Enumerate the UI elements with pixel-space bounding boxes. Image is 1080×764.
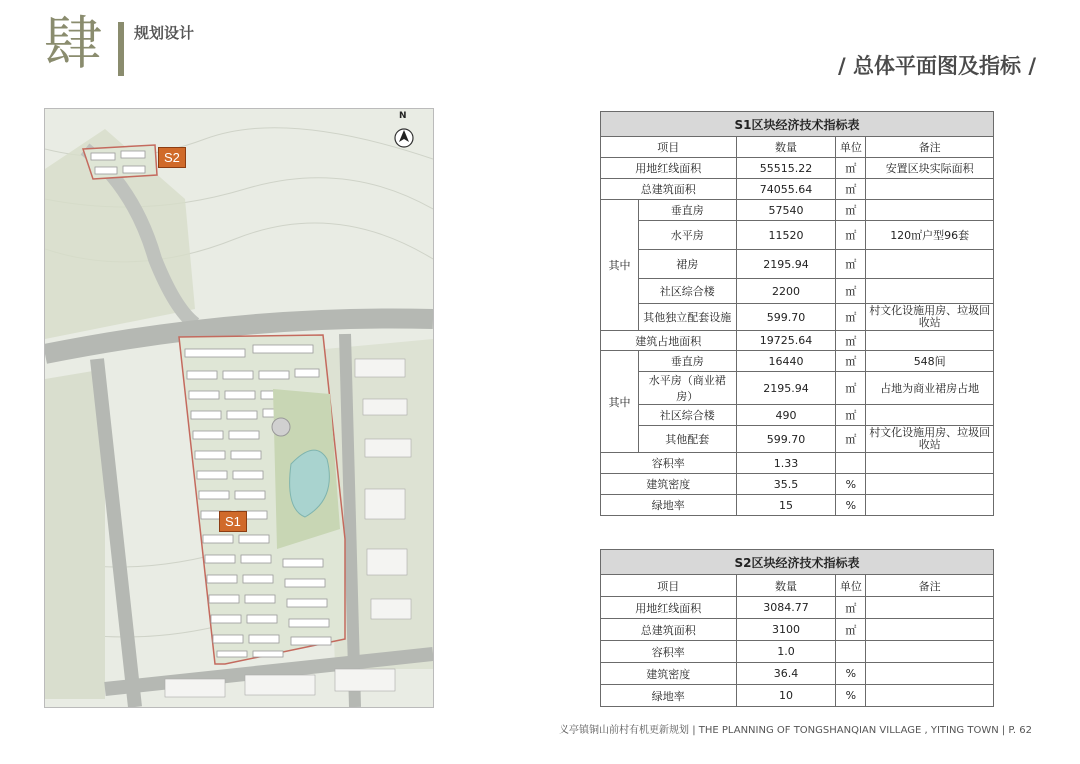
- row-unit: ㎡: [836, 250, 866, 279]
- row-note: [866, 663, 994, 685]
- row-label: 社区综合楼: [638, 279, 736, 304]
- zone-label-s1: S1: [219, 511, 247, 532]
- row-value: 2195.94: [736, 372, 836, 405]
- row-note: [866, 405, 994, 426]
- row-note: [866, 331, 994, 351]
- row-value: 36.4: [736, 663, 836, 685]
- row-unit: [836, 641, 866, 663]
- row-value: 2200: [736, 279, 836, 304]
- row-note: [866, 619, 994, 641]
- row-label: 用地红线面积: [601, 597, 737, 619]
- row-unit: ㎡: [836, 179, 866, 200]
- row-unit: ㎡: [836, 351, 866, 372]
- row-unit: ㎡: [836, 619, 866, 641]
- row-note: 村文化设施用房、垃圾回收站: [866, 426, 994, 453]
- row-unit: ㎡: [836, 426, 866, 453]
- col-header-item: 项目: [601, 137, 737, 158]
- row-label: 水平房: [638, 221, 736, 250]
- row-value: 2195.94: [736, 250, 836, 279]
- row-unit: ㎡: [836, 158, 866, 179]
- row-value: 1.0: [736, 641, 836, 663]
- row-value: 1.33: [736, 453, 836, 474]
- col-header-qty: 数量: [736, 137, 836, 158]
- row-value: 11520: [736, 221, 836, 250]
- row-value: 57540: [736, 200, 836, 221]
- row-note: [866, 495, 994, 516]
- row-label: 容积率: [601, 453, 737, 474]
- row-note: 占地为商业裙房占地: [866, 372, 994, 405]
- row-label: 总建筑面积: [601, 179, 737, 200]
- row-value: 10: [736, 685, 836, 707]
- section-title: 规划设计: [134, 24, 195, 42]
- col-header-unit: 单位: [836, 137, 866, 158]
- row-label: 绿地率: [601, 685, 737, 707]
- row-value: 599.70: [736, 426, 836, 453]
- chapter-character: 肆: [44, 9, 105, 77]
- row-label: 建筑密度: [601, 474, 737, 495]
- row-value: 35.5: [736, 474, 836, 495]
- page-heading: / 总体平面图及指标 /: [838, 54, 1036, 78]
- row-label: 其他独立配套设施: [638, 304, 736, 331]
- row-value: 3084.77: [736, 597, 836, 619]
- row-note: [866, 597, 994, 619]
- row-label: 其他配套: [638, 426, 736, 453]
- row-unit: %: [836, 495, 866, 516]
- s1-indicator-table: [600, 111, 994, 516]
- row-note: [866, 685, 994, 707]
- row-value: 74055.64: [736, 179, 836, 200]
- row-note: 120㎡户型96套: [866, 221, 994, 250]
- row-value: 3100: [736, 619, 836, 641]
- row-label: 垂直房: [638, 200, 736, 221]
- row-label: 水平房（商业裙房）: [638, 372, 736, 405]
- header-divider-bar: [118, 22, 124, 76]
- row-label: 建筑密度: [601, 663, 737, 685]
- row-label: 容积率: [601, 641, 737, 663]
- row-unit: %: [836, 474, 866, 495]
- row-note: [866, 641, 994, 663]
- site-plan-drawing: [45, 109, 433, 707]
- row-unit: %: [836, 663, 866, 685]
- row-value: 490: [736, 405, 836, 426]
- zone-label-s2: S2: [158, 147, 186, 168]
- row-label: 垂直房: [638, 351, 736, 372]
- col-header-note: 备注: [866, 575, 994, 597]
- row-unit: ㎡: [836, 304, 866, 331]
- page-footer: 义亭镇铜山前村有机更新规划 | THE PLANNING OF TONGSHANQIAN VILLAGE , YITING TOWN | P. 62: [559, 725, 1032, 736]
- col-header-unit: 单位: [836, 575, 866, 597]
- row-note: 548间: [866, 351, 994, 372]
- row-label: 总建筑面积: [601, 619, 737, 641]
- row-value: 55515.22: [736, 158, 836, 179]
- row-label: 绿地率: [601, 495, 737, 516]
- row-note: [866, 200, 994, 221]
- row-unit: ㎡: [836, 597, 866, 619]
- row-value: 15: [736, 495, 836, 516]
- group-label: 其中: [601, 200, 639, 331]
- row-unit: %: [836, 685, 866, 707]
- row-unit: ㎡: [836, 405, 866, 426]
- col-header-item: 项目: [601, 575, 737, 597]
- col-header-qty: 数量: [736, 575, 836, 597]
- row-unit: ㎡: [836, 279, 866, 304]
- row-note: 村文化设施用房、垃圾回收站: [866, 304, 994, 331]
- table-title: S1区块经济技术指标表: [601, 112, 994, 137]
- row-unit: [836, 453, 866, 474]
- col-header-note: 备注: [866, 137, 994, 158]
- row-value: 19725.64: [736, 331, 836, 351]
- row-label: 用地红线面积: [601, 158, 737, 179]
- s2-indicator-table: [600, 549, 994, 707]
- row-label: 裙房: [638, 250, 736, 279]
- row-value: 16440: [736, 351, 836, 372]
- row-value: 599.70: [736, 304, 836, 331]
- row-unit: ㎡: [836, 200, 866, 221]
- row-unit: ㎡: [836, 331, 866, 351]
- north-label: N: [399, 111, 407, 121]
- row-unit: ㎡: [836, 372, 866, 405]
- row-note: [866, 474, 994, 495]
- table-title: S2区块经济技术指标表: [601, 550, 994, 575]
- row-label: 建筑占地面积: [601, 331, 737, 351]
- row-note: [866, 279, 994, 304]
- row-unit: ㎡: [836, 221, 866, 250]
- row-label: 社区综合楼: [638, 405, 736, 426]
- row-note: [866, 179, 994, 200]
- group-label: 其中: [601, 351, 639, 453]
- row-note: [866, 453, 994, 474]
- row-note: 安置区块实际面积: [866, 158, 994, 179]
- row-note: [866, 250, 994, 279]
- site-plan-image: [44, 108, 434, 708]
